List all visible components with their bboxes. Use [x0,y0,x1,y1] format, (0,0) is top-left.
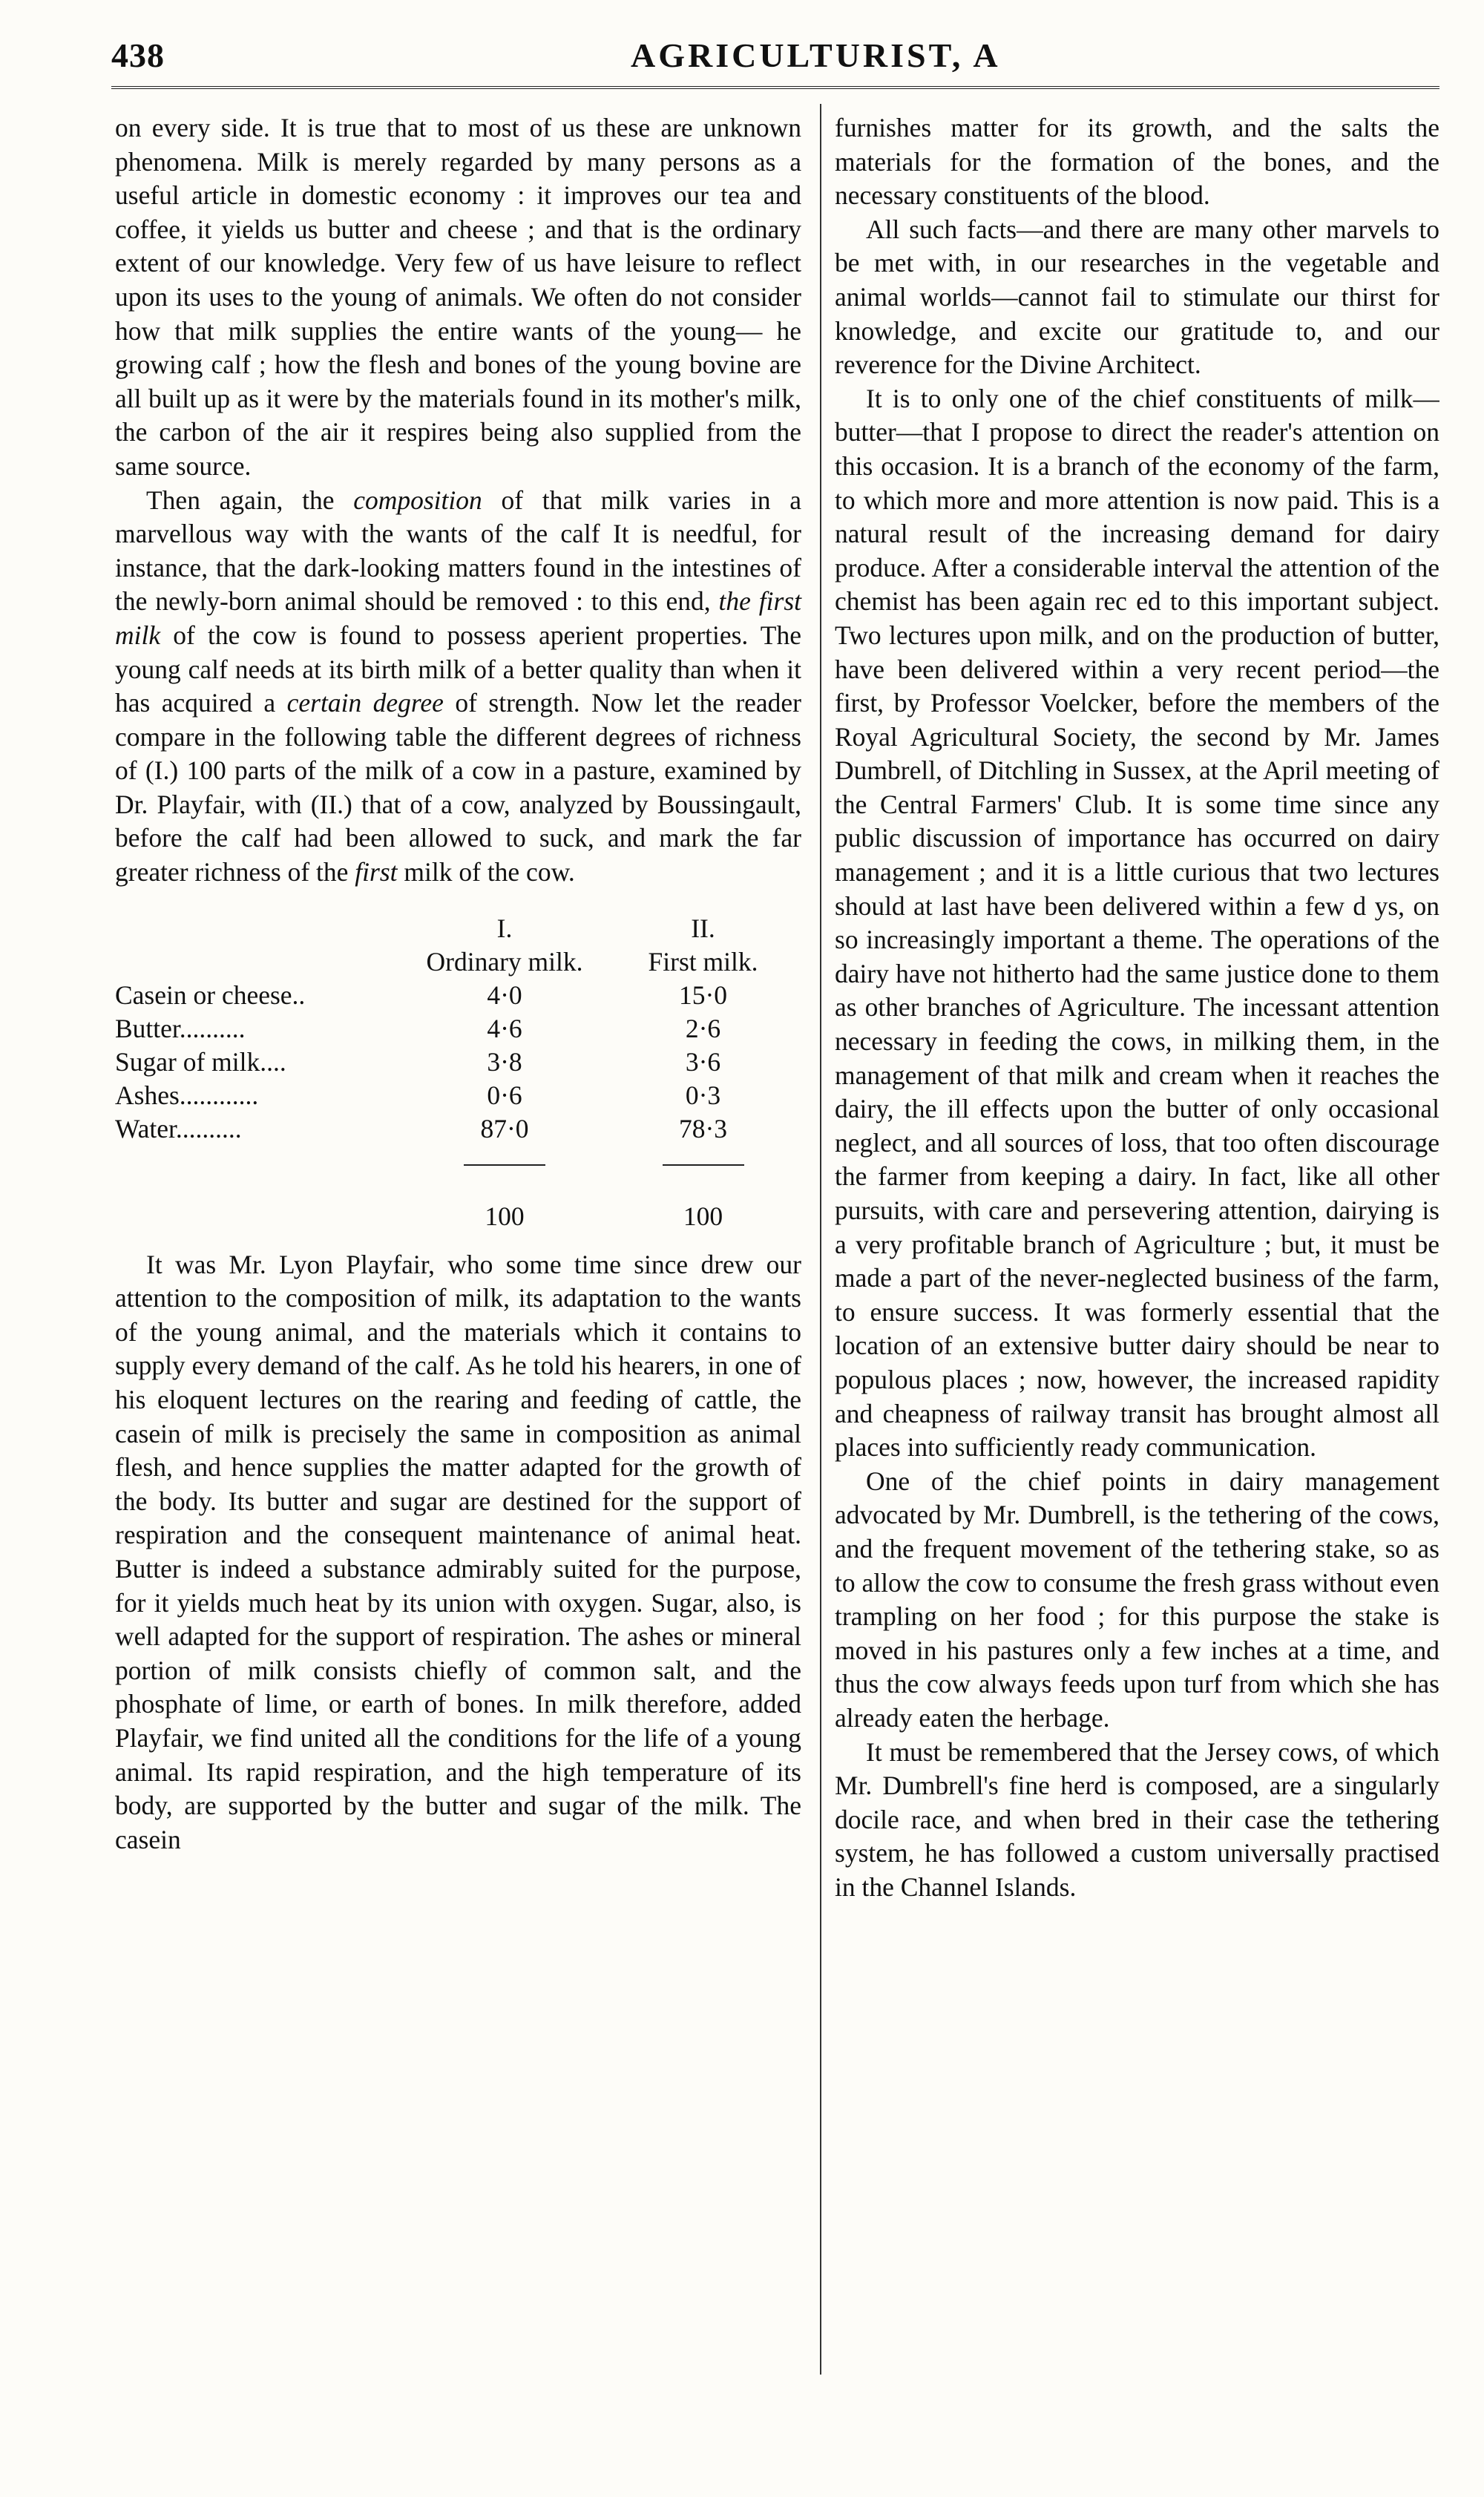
table-row [115,1079,801,1112]
left-paragraph-2 [115,484,801,890]
text-run: Then again, the [146,485,354,515]
right-paragraph-5: It must be remembered that the Jersey cows, of which Mr. Dumbrell's fine herd is composed, are a singularly docile race, and when bred in their case the tethering system, he has followed a custom universally practised in the Channel Islands. [835,1736,1439,1902]
table-corner [115,945,404,979]
column-numeral-1: I. [496,913,513,943]
cell-ordinary: 3·8 [487,1046,522,1077]
cell-first: 2·6 [685,1013,721,1043]
table-row [115,1012,801,1046]
table-total-row [115,1179,801,1233]
sum-rule [464,1164,545,1166]
emphasis-first-milk: the first milk [115,586,801,650]
right-column [835,111,1439,1904]
row-label: Casein or cheese.. [115,980,306,1010]
left-paragraph-1: on every side. It is true that to most of us these are unknown phenomena. Milk is merely regarded by many persons as a useful article in domestic economy : it improves our tea and coffee, it yields us butter and cheese ; and that is the ordinary extent of our knowledge. Very few of us have leisure to reflect upon its uses to the young of animals. We often do not consider how that milk supplies the entire wants of the young— he growing calf ; how the flesh and bones of the young bovine are all built up as it were by the materials found in its mother's milk, the carbon of the air it respires being also supplied from the same source. [115,113,801,481]
cell-first: 3·6 [685,1046,721,1077]
column-divider [820,104,821,2375]
text-run: milk of the cow. [397,857,575,887]
right-paragraph-2: All such facts—and there are many other marvels to be met with, in our researches in the vegetable and animal worlds—cannot fail to stimulate our thirst for knowledge, and excite our gratitude to, and our reverence for the Divine Architect. [835,214,1439,380]
cell-ordinary: 0·6 [487,1080,522,1110]
table-row [115,979,801,1012]
emphasis-certain-degree: certain degree [286,688,444,718]
table-corner [115,912,404,945]
table-numeral-row [115,912,801,945]
row-label: Ashes............ [115,1080,259,1110]
left-column [115,111,801,1857]
text-run: of the cow is found to possess aperient properties. The young calf needs at its birth milk of a better quality than when it has acquired a [115,620,801,718]
table-row [115,1112,801,1146]
cell-first: 78·3 [678,1113,728,1143]
table-row [115,1046,801,1079]
running-head: AGRICULTURIST, A [631,36,1001,74]
right-paragraph-1: furnishes matter for its growth, and the salts the materials for the formation of the bones, and the necessary constituents of the blood. [835,113,1439,211]
row-label: Butter.......... [115,1013,246,1043]
emphasis-first: first [355,857,398,887]
cell-ordinary: 87·0 [480,1113,529,1143]
header-rule [111,86,1439,93]
row-label: Water.......... [115,1113,242,1143]
cell-ordinary: 4·0 [487,980,522,1010]
right-paragraph-4: One of the chief points in dairy management advocated by Mr. Dumbrell, is the tethering of the cows, and the frequent movement of the tethering stake, so as to allow the cow to consume the fresh grass without even trampling on her food ; for this purpose the stake is moved in his pastures only a few inches at a time, and thus the cow always feeds upon turf from which she has already eaten the herbage. [835,1466,1439,1733]
sum-rule [663,1164,744,1166]
table-header-row [115,945,801,979]
row-label: Sugar of milk.... [115,1046,286,1077]
cell-ordinary: 4·6 [487,1013,522,1043]
text-run: of that milk varies in a marvellous way with the wants of the calf It is needful, for instance, that the dark-looking matters found in the intestines of the newly-born animal should be removed : to this end, [115,485,802,617]
column-header-ordinary: Ordinary milk. [426,946,583,977]
left-paragraph-3: It was Mr. Lyon Playfair, who some time since drew our attention to the composition of milk, its adaptation to the wants of the young animal, and the materials which it contains to supply every demand of the calf. As he told his hearers, in one of his eloquent lectures on the rearing and feeding of cattle, the casein of milk is precisely the same in composition as animal flesh, and hence supplies the matter adapted for the growth of the body. Its butter and sugar are destined for the support of respiration and the consequent maintenance of animal heat. Butter is indeed a substance admirably suited for the purpose, for it yields much heat by its union with oxygen. Sugar, also, is well adapted for the support of respiration. The ashes or mineral portion of milk consists chiefly of common salt, and the phosphate of lime, or earth of bones. In milk therefore, added Playfair, we find united all the conditions for the life of a young animal. Its rapid respiration, and the high temperature of its body, are supported by the butter and sugar of the milk. The casein [115,1249,801,1854]
page-number: 438 [111,36,165,74]
right-paragraph-3: It is to only one of the chief constituents of milk—butter—that I propose to direct the reader's attention on this occasion. It is a branch of the economy of the farm, to which more and more attention is now paid. This is a natural result of the increasing demand for dairy produce. After a considerable interval the attention of the chemist has been again rec ed to this important subject. Two lectures upon milk, and on the production of butter, have been delivered within a very recent period—the first, by Professor Voelcker, before the members of the Royal Agricultural Society, the second by Mr. James Dumbrell, of Ditchling in Sussex, at the April meeting of the Central Farmers' Club. It is some time since any public discussion of importance has occurred on dairy management ; and it is a little curious that two lectures should at last have been delivered within a few d ys, on so increasingly important a theme. The operations of the dairy have not hitherto had the same justice done to them as other branches of Agriculture. The incessant attention necessary in feeding the cows, in milking them, in the management of that milk and cream when it reaches the dairy, the ill effects upon the butter of only occasional neglect, and all sources of loss, that too often discourage the farmer from keeping a dairy. In fact, like all other pursuits, with care and persevering attention, dairying is a very profitable branch of Agriculture ; but, it must be made a part of the never-neglected business of the farm, to ensure success. It was formerly essential that the location of an extensive butter dairy should be near to populous places ; now, however, the increased rapidity and cheapness of railway transit has brought almost all places into sufficiently ready communication. [835,383,1439,1463]
table-sum-rule-row [115,1146,801,1179]
total-ordinary: 100 [485,1201,525,1231]
cell-first: 15·0 [678,980,728,1010]
emphasis-composition: composition [353,485,482,515]
milk-composition-table [115,912,801,1233]
total-first: 100 [683,1201,723,1231]
text-run: of strength. Now let the reader compare in the following table the different degrees of richness of (I.) 100 parts of the milk of a cow in a pasture, examined by Dr. Playfair, with (II.) that of a cow, analyzed by Boussingault, before the calf had been allowed to suck, and mark the far greater richness of the [115,688,801,887]
cell-first: 0·3 [685,1080,721,1110]
column-header-first: First milk. [648,946,758,977]
column-numeral-2: II. [691,913,715,943]
